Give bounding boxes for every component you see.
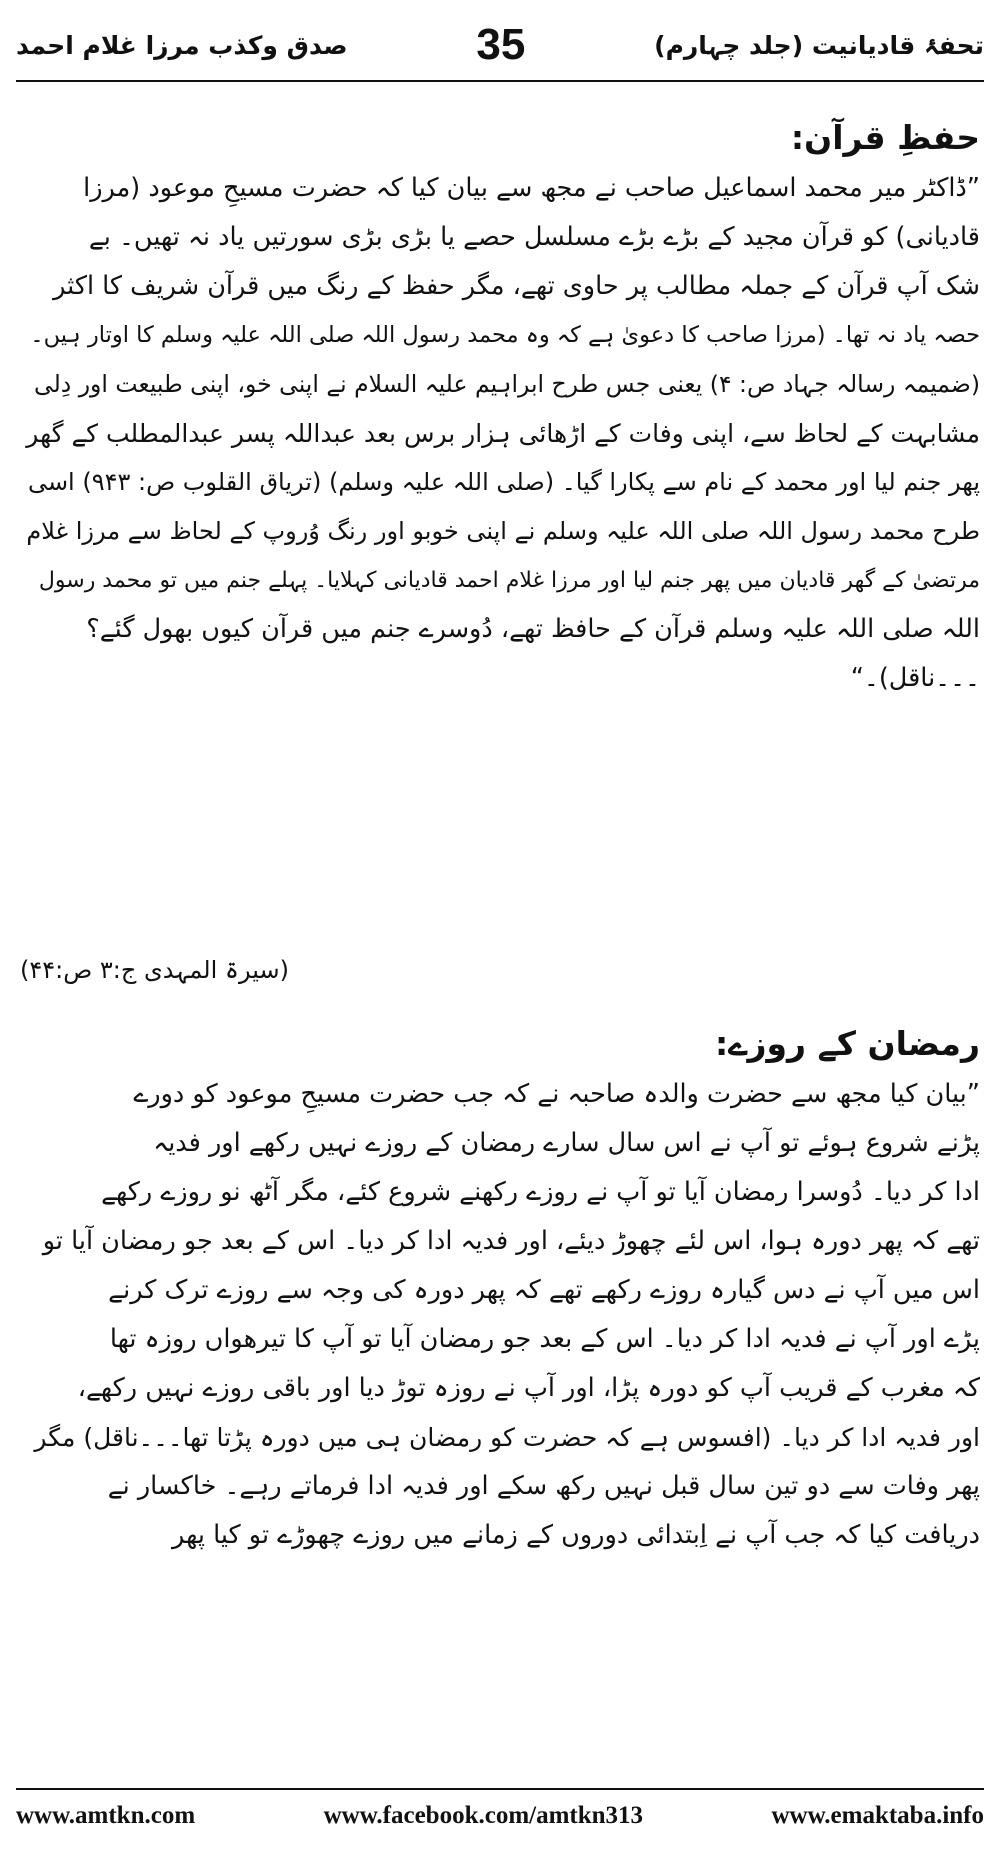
text-line: قادیانی) کو قرآن مجید کے بڑے بڑے مسلسل حصے یا بڑی بڑی سورتیں یاد نہ تھیں۔ بے — [88, 222, 980, 252]
text-line: مرتضیٰ کے گھر قادیان میں پھر جنم لیا اور مرزا غلام احمد قادیانی کہلایا۔ پہلے جنم میں تو محمد رسول — [38, 568, 980, 593]
text-line: اللہ صلی اللہ علیہ وسلم قرآن کے حافظ تھے، دُوسرے جنم میں قرآن کیوں بھول گئے؟ — [86, 614, 980, 644]
text-line: کہ مغرب کے قریب آپ کو دورہ پڑا، اور آپ نے روزہ توڑ دیا اور باقی روزے نہیں رکھے، — [77, 1373, 980, 1403]
page-number: 35 — [476, 20, 526, 69]
text-line: ۔۔۔ناقل)۔“ — [850, 663, 980, 693]
header-divider — [16, 80, 984, 82]
text-line: ”بیان کیا مجھ سے حضرت والدہ صاحبہ نے کہ جب حضرت مسیحِ موعود کو دورے — [133, 1079, 980, 1109]
section-body-ramadan — [20, 1070, 980, 1560]
text-line: پھر وفات سے دو تین سال قبل نہیں رکھ سکے اور فدیہ ادا فرماتے رہے۔ خاکسار نے — [107, 1471, 980, 1501]
section-ramadan — [20, 1018, 980, 1560]
text-line: پڑنے شروع ہوئے تو آپ نے اس سال سارے رمضان کے روزے نہیں رکھے اور فدیہ — [153, 1128, 980, 1158]
text-line: تھے کہ پھر دورہ ہوا، اس لئے چھوڑ دیئے، اور فدیہ ادا کر دیا۔ اس کے بعد جو رمضان آیا تو — [42, 1226, 980, 1256]
text-line: مشابہت کے لحاظ سے، اپنی وفات کے اڑھائی ہزار برس بعد عبداللہ پسر عبدالمطلب کے گھر — [26, 419, 980, 448]
footer-link-facebook[interactable]: www.facebook.com/amtkn313 — [323, 1802, 644, 1829]
page-footer — [16, 1796, 984, 1836]
text-line: پڑے اور آپ نے فدیہ ادا کر دیا۔ اس کے بعد جو رمضان آیا تو آپ کا تیرھواں روزہ تھا — [109, 1324, 980, 1354]
section-body-hifz — [20, 164, 980, 703]
section-heading-ramadan: رمضان کے روزے: — [714, 1024, 980, 1063]
text-line: شک آپ قرآن کے جملہ مطالب پر حاوی تھے، مگر حفظ کے رنگ میں قرآن شریف کا اکثر — [53, 271, 980, 301]
book-title: تحفۂ قادیانیت (جلد چہارم) — [654, 30, 984, 60]
text-line: ادا کر دیا۔ دُوسرا رمضان آیا تو آپ نے روزے رکھنے شروع کئے، مگر آٹھ نو روزے رکھے — [101, 1177, 980, 1207]
section-heading-hifz: حفظِ قرآن: — [790, 118, 980, 157]
text-line: حصہ یاد نہ تھا۔ (مرزا صاحب کا دعویٰ ہے کہ وہ محمد رسول اللہ صلی اللہ علیہ وسلم کا اوتار ہیں۔ — [30, 322, 980, 348]
text-line: (ضمیمہ رسالہ جہاد ص: ۴) یعنی جس طرح ابراہیم علیہ السلام نے اپنی خو، اپنی طبیعت اور دِلی — [34, 370, 980, 398]
text-line: ”ڈاکٹر میر محمد اسماعیل صاحب نے مجھ سے بیان کیا کہ حضرت مسیحِ موعود (مرزا — [83, 173, 980, 203]
page-header — [16, 14, 984, 76]
text-line: پھر جنم لیا اور محمد کے نام سے پکارا گیا۔ (صلی اللہ علیہ وسلم) (تریاق القلوب ص: ۹۴۳) اسی — [27, 468, 980, 496]
footer-link-emaktaba[interactable]: www.emaktaba.info — [771, 1802, 984, 1829]
section-hifz-quran — [20, 112, 980, 703]
text-line: دریافت کیا کہ جب آپ نے اِبتدائی دوروں کے زمانے میں روزے چھوڑے تو کیا پھر — [172, 1520, 980, 1550]
text-line: اس میں آپ نے دس گیارہ روزے رکھے تھے کہ پھر دورہ کی وجہ سے روزے ترک کرنے — [108, 1275, 980, 1305]
section-reference — [20, 950, 980, 990]
footer-divider — [16, 1788, 984, 1790]
footer-link-amtkn[interactable]: www.amtkn.com — [16, 1802, 196, 1829]
text-line: طرح محمد رسول اللہ صلی اللہ علیہ وسلم نے اپنی خوبو اور رنگ وُروپ کے لحاظ سے مرزا غلام — [26, 517, 980, 545]
chapter-title: صدق وکذب مرزا غلام احمد — [16, 30, 348, 60]
text-line: اور فدیہ ادا کر دیا۔ (افسوس ہے کہ حضرت کو رمضان ہی میں دورہ پڑتا تھا۔۔۔ناقل) مگر — [34, 1423, 980, 1452]
source-reference: (سیرۃ المہدی ج:۳ ص:۴۴) — [20, 956, 289, 984]
